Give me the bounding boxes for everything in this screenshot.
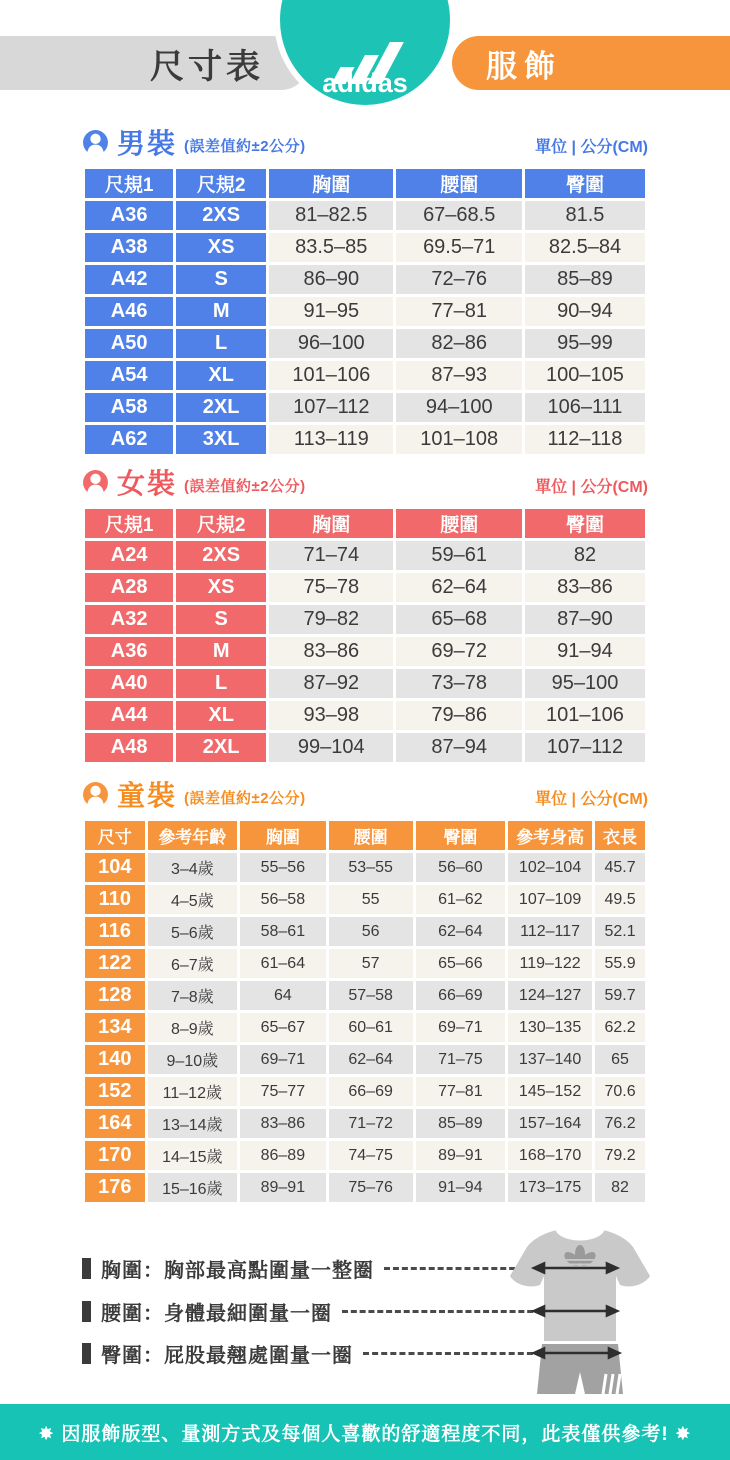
measure-value-cell: 15–16歲 xyxy=(148,1173,237,1202)
section-kids-header xyxy=(82,776,648,812)
size-code-cell: XL xyxy=(176,701,266,730)
measure-value-cell: 14–15歲 xyxy=(148,1141,237,1170)
column-header: 胸圍 xyxy=(269,509,393,538)
table-row xyxy=(85,329,645,358)
measure-value-cell: 85–89 xyxy=(525,265,645,294)
measurement-legend xyxy=(82,1225,542,1397)
size-code-cell: A38 xyxy=(85,233,173,262)
adidas-wordmark: adidas xyxy=(322,68,408,95)
measure-value-cell: 93–98 xyxy=(269,701,393,730)
measure-value-cell: 65–67 xyxy=(240,1013,326,1042)
measure-value-cell: 69–71 xyxy=(240,1045,326,1074)
size-code-cell: 2XL xyxy=(176,393,266,422)
measure-value-cell: 66–69 xyxy=(329,1077,413,1106)
measure-value-cell: 53–55 xyxy=(329,853,413,882)
size-code-cell: 140 xyxy=(85,1045,145,1074)
size-code-cell: A50 xyxy=(85,329,173,358)
measure-value-cell: 81.5 xyxy=(525,201,645,230)
size-code-cell: S xyxy=(176,605,266,634)
table-body xyxy=(85,201,645,454)
table-row xyxy=(85,361,645,390)
table-row xyxy=(85,541,645,570)
column-header: 臀圍 xyxy=(525,509,645,538)
measure-value-cell: 62–64 xyxy=(329,1045,413,1074)
section-men-header xyxy=(82,124,648,160)
table-row xyxy=(85,669,645,698)
measure-value-cell: 65–68 xyxy=(396,605,521,634)
legend-text: 胸圍：胸部最高點圍量一整圈 xyxy=(101,1259,374,1282)
men-size-table xyxy=(82,166,648,457)
column-header: 尺寸 xyxy=(85,821,145,850)
person-icon xyxy=(82,129,109,156)
size-code-cell: XL xyxy=(176,361,266,390)
column-header: 衣長 xyxy=(595,821,645,850)
section-women xyxy=(82,464,648,765)
measure-value-cell: 168–170 xyxy=(508,1141,592,1170)
measure-value-cell: 62.2 xyxy=(595,1013,645,1042)
section-kids xyxy=(82,776,648,1205)
table-body xyxy=(85,853,645,1202)
column-header: 尺規2 xyxy=(176,509,266,538)
size-code-cell: L xyxy=(176,669,266,698)
measure-value-cell: 90–94 xyxy=(525,297,645,326)
column-header: 尺規1 xyxy=(85,169,173,198)
measure-value-cell: 45.7 xyxy=(595,853,645,882)
measure-value-cell: 119–122 xyxy=(508,949,592,978)
measure-value-cell: 75–76 xyxy=(329,1173,413,1202)
size-code-cell: A42 xyxy=(85,265,173,294)
table-row xyxy=(85,981,645,1010)
table-row xyxy=(85,1141,645,1170)
column-header: 腰圍 xyxy=(396,509,521,538)
table-row xyxy=(85,1045,645,1074)
measure-value-cell: 86–89 xyxy=(240,1141,326,1170)
measure-value-cell: 83–86 xyxy=(525,573,645,602)
measure-value-cell: 69–71 xyxy=(416,1013,505,1042)
measure-value-cell: 95–100 xyxy=(525,669,645,698)
measure-value-cell: 55.9 xyxy=(595,949,645,978)
size-code-cell: M xyxy=(176,637,266,666)
adidas-logo-icon xyxy=(303,21,427,95)
measure-value-cell: 70.6 xyxy=(595,1077,645,1106)
measure-value-cell: 55–56 xyxy=(240,853,326,882)
measure-value-cell: 101–106 xyxy=(525,701,645,730)
size-code-cell: 3XL xyxy=(176,425,266,454)
size-code-cell: 2XS xyxy=(176,201,266,230)
size-code-cell: A62 xyxy=(85,425,173,454)
size-code-cell: A24 xyxy=(85,541,173,570)
legend-text: 臀圍：屁股最翹處圍量一圈 xyxy=(101,1344,353,1367)
person-icon xyxy=(82,469,109,496)
size-code-cell: 176 xyxy=(85,1173,145,1202)
measure-value-cell: 106–111 xyxy=(525,393,645,422)
table-row xyxy=(85,425,645,454)
measure-value-cell: 81–82.5 xyxy=(269,201,393,230)
measure-value-cell: 87–90 xyxy=(525,605,645,634)
table-row xyxy=(85,605,645,634)
measure-value-cell: 107–112 xyxy=(269,393,393,422)
measure-value-cell: 82 xyxy=(595,1173,645,1202)
measure-value-cell: 157–164 xyxy=(508,1109,592,1138)
measure-value-cell: 9–10歲 xyxy=(148,1045,237,1074)
legend-marker xyxy=(82,1301,91,1322)
measure-value-cell: 5–6歲 xyxy=(148,917,237,946)
table-row xyxy=(85,1077,645,1106)
column-header: 臀圍 xyxy=(416,821,505,850)
size-code-cell: A48 xyxy=(85,733,173,762)
measure-value-cell: 56 xyxy=(329,917,413,946)
measure-value-cell: 87–94 xyxy=(396,733,521,762)
measure-value-cell: 130–135 xyxy=(508,1013,592,1042)
adidas-badge xyxy=(274,0,456,111)
size-code-cell: 152 xyxy=(85,1077,145,1106)
column-header: 尺規1 xyxy=(85,509,173,538)
section-men xyxy=(82,124,648,457)
measure-value-cell: 137–140 xyxy=(508,1045,592,1074)
legend-row-hip xyxy=(82,1339,542,1367)
women-size-table xyxy=(82,506,648,765)
table-row xyxy=(85,393,645,422)
measure-value-cell: 101–108 xyxy=(396,425,521,454)
tolerance-note: (誤差值約±2公分) xyxy=(184,138,306,155)
measure-value-cell: 65 xyxy=(595,1045,645,1074)
measure-value-cell: 73–78 xyxy=(396,669,521,698)
column-header: 腰圍 xyxy=(396,169,521,198)
size-code-cell: 104 xyxy=(85,853,145,882)
header-row xyxy=(85,509,645,538)
size-code-cell: XS xyxy=(176,233,266,262)
table-head xyxy=(85,169,645,198)
size-code-cell: A36 xyxy=(85,201,173,230)
measure-value-cell: 61–62 xyxy=(416,885,505,914)
disclaimer-text: ✸ 因服飾版型、量測方式及每個人喜歡的舒適程度不同，此表僅供參考! ✸ xyxy=(38,1423,692,1445)
measure-value-cell: 69–72 xyxy=(396,637,521,666)
table-row xyxy=(85,265,645,294)
measure-value-cell: 124–127 xyxy=(508,981,592,1010)
measure-value-cell: 57–58 xyxy=(329,981,413,1010)
section-title: 童裝 xyxy=(117,780,178,811)
table-row xyxy=(85,1109,645,1138)
measure-value-cell: 77–81 xyxy=(396,297,521,326)
measure-value-cell: 56–60 xyxy=(416,853,505,882)
size-code-cell: 128 xyxy=(85,981,145,1010)
measure-value-cell: 82.5–84 xyxy=(525,233,645,262)
tshirt-diagram xyxy=(500,1222,660,1394)
measure-value-cell: 62–64 xyxy=(416,917,505,946)
measure-value-cell: 95–99 xyxy=(525,329,645,358)
measure-value-cell: 76.2 xyxy=(595,1109,645,1138)
measure-value-cell: 100–105 xyxy=(525,361,645,390)
table-row xyxy=(85,949,645,978)
measure-value-cell: 79.2 xyxy=(595,1141,645,1170)
measure-value-cell: 57 xyxy=(329,949,413,978)
measure-value-cell: 59–61 xyxy=(396,541,521,570)
measure-value-cell: 71–75 xyxy=(416,1045,505,1074)
table-row xyxy=(85,637,645,666)
kids-size-table xyxy=(82,818,648,1205)
table-body xyxy=(85,541,645,762)
table-row xyxy=(85,885,645,914)
measure-value-cell: 3–4歲 xyxy=(148,853,237,882)
measure-value-cell: 96–100 xyxy=(269,329,393,358)
size-code-cell: S xyxy=(176,265,266,294)
table-row xyxy=(85,1173,645,1202)
measure-value-cell: 60–61 xyxy=(329,1013,413,1042)
column-header: 胸圍 xyxy=(240,821,326,850)
unit-label: 單位 | 公分(CM) xyxy=(535,139,648,156)
measure-value-cell: 173–175 xyxy=(508,1173,592,1202)
table-head xyxy=(85,509,645,538)
column-header: 腰圍 xyxy=(329,821,413,850)
measure-value-cell: 94–100 xyxy=(396,393,521,422)
legend-row-waist xyxy=(82,1297,542,1325)
table-row xyxy=(85,701,645,730)
column-header: 胸圍 xyxy=(269,169,393,198)
size-code-cell: 2XL xyxy=(176,733,266,762)
measure-value-cell: 145–152 xyxy=(508,1077,592,1106)
measure-value-cell: 86–90 xyxy=(269,265,393,294)
measure-value-cell: 6–7歲 xyxy=(148,949,237,978)
size-code-cell: A58 xyxy=(85,393,173,422)
measure-value-cell: 91–94 xyxy=(416,1173,505,1202)
measure-value-cell: 83.5–85 xyxy=(269,233,393,262)
measure-value-cell: 4–5歲 xyxy=(148,885,237,914)
footer-disclaimer-bar xyxy=(0,1404,730,1460)
measure-value-cell: 79–86 xyxy=(396,701,521,730)
size-code-cell: XS xyxy=(176,573,266,602)
measure-value-cell: 79–82 xyxy=(269,605,393,634)
measure-value-cell: 82–86 xyxy=(396,329,521,358)
size-code-cell: 122 xyxy=(85,949,145,978)
measure-value-cell: 13–14歲 xyxy=(148,1109,237,1138)
column-header: 臀圍 xyxy=(525,169,645,198)
size-chart-title: 尺寸表 xyxy=(150,47,264,86)
size-code-cell: 116 xyxy=(85,917,145,946)
legend-marker xyxy=(82,1343,91,1364)
measure-value-cell: 59.7 xyxy=(595,981,645,1010)
category-ribbon xyxy=(452,36,730,90)
header-row xyxy=(85,169,645,198)
size-code-cell: L xyxy=(176,329,266,358)
category-title: 服飾 xyxy=(486,48,562,84)
measure-value-cell: 102–104 xyxy=(508,853,592,882)
measure-value-cell: 58–61 xyxy=(240,917,326,946)
size-code-cell: 164 xyxy=(85,1109,145,1138)
measure-value-cell: 49.5 xyxy=(595,885,645,914)
measure-value-cell: 67–68.5 xyxy=(396,201,521,230)
legend-text: 腰圍：身體最細圍量一圈 xyxy=(101,1302,332,1325)
measure-value-cell: 55 xyxy=(329,885,413,914)
measure-value-cell: 52.1 xyxy=(595,917,645,946)
measure-value-cell: 75–78 xyxy=(269,573,393,602)
table-row xyxy=(85,1013,645,1042)
table-row xyxy=(85,917,645,946)
column-header: 尺規2 xyxy=(176,169,266,198)
table-row xyxy=(85,733,645,762)
measure-value-cell: 107–112 xyxy=(525,733,645,762)
size-code-cell: A54 xyxy=(85,361,173,390)
measure-value-cell: 65–66 xyxy=(416,949,505,978)
table-row xyxy=(85,573,645,602)
measure-value-cell: 11–12歲 xyxy=(148,1077,237,1106)
measure-value-cell: 99–104 xyxy=(269,733,393,762)
unit-label: 單位 | 公分(CM) xyxy=(535,479,648,496)
measure-value-cell: 83–86 xyxy=(269,637,393,666)
measure-value-cell: 91–95 xyxy=(269,297,393,326)
size-code-cell: 110 xyxy=(85,885,145,914)
size-code-cell: A36 xyxy=(85,637,173,666)
measure-value-cell: 66–69 xyxy=(416,981,505,1010)
column-header: 參考身高 xyxy=(508,821,592,850)
size-code-cell: A46 xyxy=(85,297,173,326)
measure-value-cell: 61–64 xyxy=(240,949,326,978)
tolerance-note: (誤差值約±2公分) xyxy=(184,790,306,807)
table-head xyxy=(85,821,645,850)
measure-value-cell: 71–72 xyxy=(329,1109,413,1138)
measure-value-cell: 7–8歲 xyxy=(148,981,237,1010)
column-header: 參考年齡 xyxy=(148,821,237,850)
measure-value-cell: 75–77 xyxy=(240,1077,326,1106)
measure-value-cell: 112–118 xyxy=(525,425,645,454)
measure-value-cell: 64 xyxy=(240,981,326,1010)
measure-value-cell: 101–106 xyxy=(269,361,393,390)
measure-value-cell: 77–81 xyxy=(416,1077,505,1106)
size-chart-ribbon xyxy=(0,36,308,90)
measure-value-cell: 89–91 xyxy=(240,1173,326,1202)
measure-value-cell: 87–93 xyxy=(396,361,521,390)
measure-value-cell: 113–119 xyxy=(269,425,393,454)
measure-value-cell: 62–64 xyxy=(396,573,521,602)
table-row xyxy=(85,297,645,326)
measure-value-cell: 112–117 xyxy=(508,917,592,946)
section-women-header xyxy=(82,464,648,500)
measure-value-cell: 74–75 xyxy=(329,1141,413,1170)
measure-value-cell: 8–9歲 xyxy=(148,1013,237,1042)
measure-value-cell: 89–91 xyxy=(416,1141,505,1170)
section-title: 女裝 xyxy=(117,468,178,499)
person-icon xyxy=(82,781,109,808)
header-row xyxy=(85,821,645,850)
size-code-cell: M xyxy=(176,297,266,326)
measure-value-cell: 91–94 xyxy=(525,637,645,666)
measure-value-cell: 83–86 xyxy=(240,1109,326,1138)
table-row xyxy=(85,233,645,262)
unit-label: 單位 | 公分(CM) xyxy=(535,791,648,808)
size-code-cell: 2XS xyxy=(176,541,266,570)
legend-row-chest xyxy=(82,1254,542,1282)
measure-value-cell: 69.5–71 xyxy=(396,233,521,262)
table-row xyxy=(85,201,645,230)
table-row xyxy=(85,853,645,882)
measure-value-cell: 71–74 xyxy=(269,541,393,570)
size-code-cell: A32 xyxy=(85,605,173,634)
size-code-cell: A28 xyxy=(85,573,173,602)
size-code-cell: 134 xyxy=(85,1013,145,1042)
tolerance-note: (誤差值約±2公分) xyxy=(184,478,306,495)
size-code-cell: 170 xyxy=(85,1141,145,1170)
measure-value-cell: 85–89 xyxy=(416,1109,505,1138)
measure-value-cell: 107–109 xyxy=(508,885,592,914)
measure-value-cell: 72–76 xyxy=(396,265,521,294)
measure-value-cell: 56–58 xyxy=(240,885,326,914)
size-code-cell: A40 xyxy=(85,669,173,698)
size-code-cell: A44 xyxy=(85,701,173,730)
measure-value-cell: 87–92 xyxy=(269,669,393,698)
section-title: 男裝 xyxy=(117,128,178,159)
measure-value-cell: 82 xyxy=(525,541,645,570)
legend-marker xyxy=(82,1258,91,1279)
